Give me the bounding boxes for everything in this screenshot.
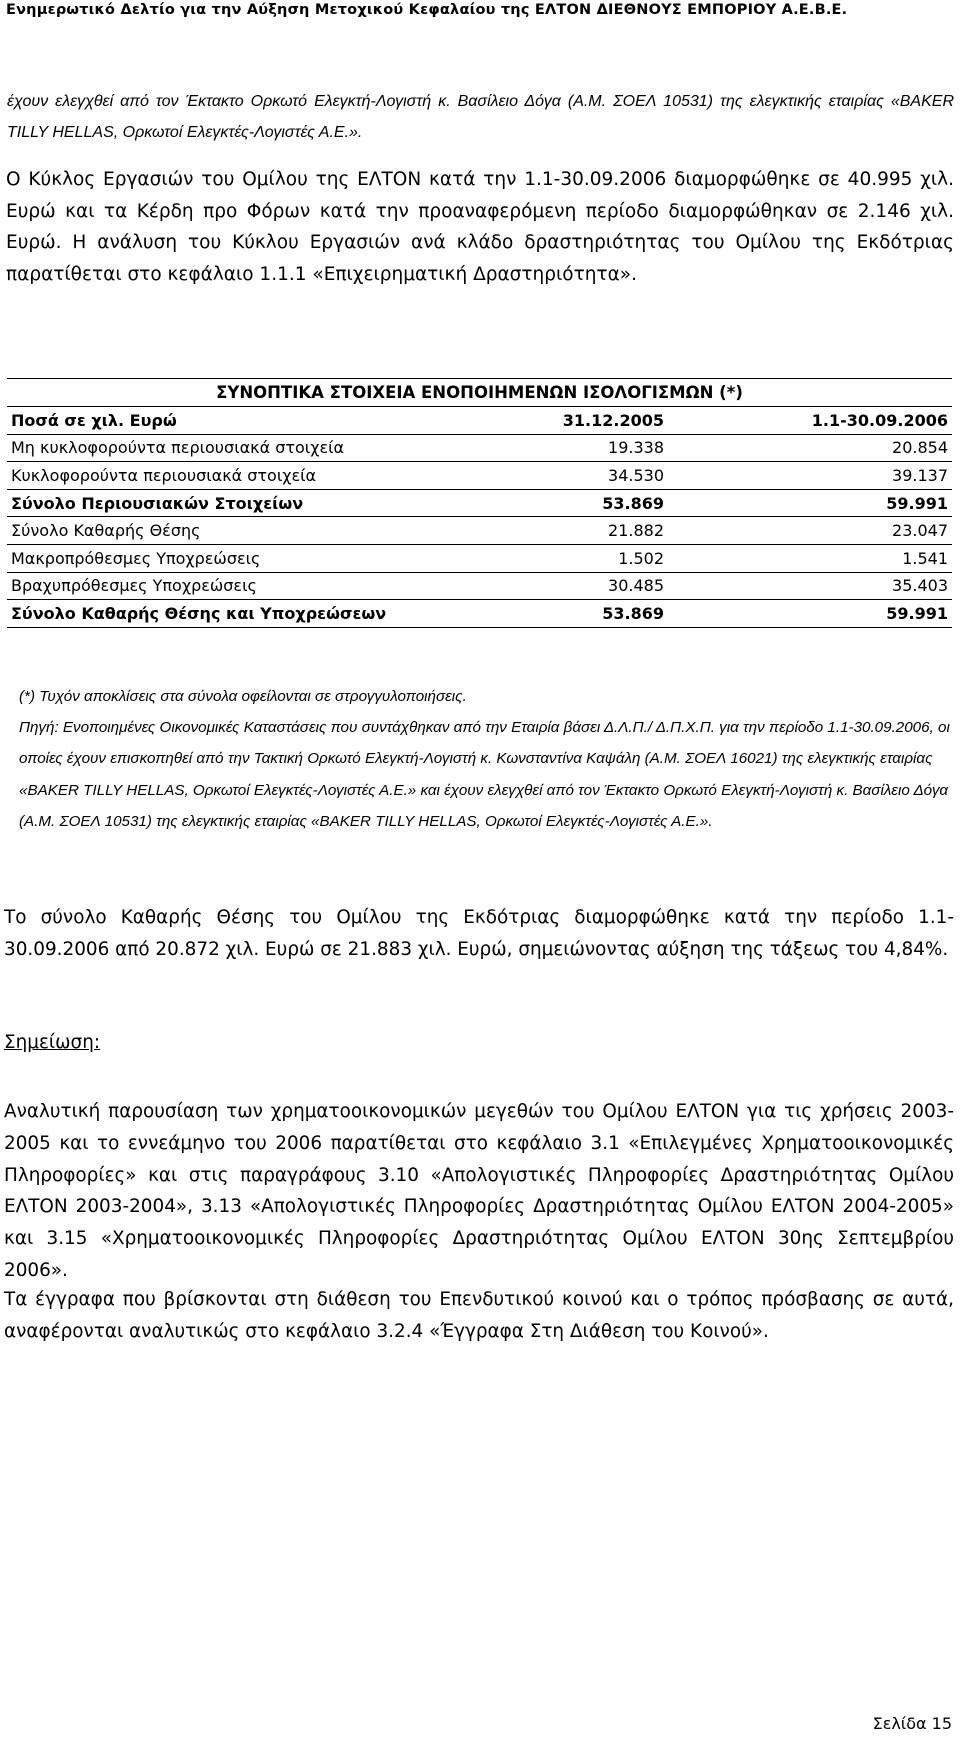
table-row <box>7 517 952 545</box>
row-value-2006: 39.137 <box>668 462 952 490</box>
row-label: Κυκλοφορούντα περιουσιακά στοιχεία <box>7 462 535 490</box>
row-value-2005: 53.869 <box>535 600 668 628</box>
header-amounts-label: Ποσά σε χιλ. Ευρώ <box>7 407 535 435</box>
row-label: Βραχυπρόθεσμες Υποχρεώσεις <box>7 572 535 600</box>
row-value-2005: 21.882 <box>535 517 668 545</box>
table-row <box>7 462 952 490</box>
row-value-2005: 19.338 <box>535 434 668 462</box>
table-title-row <box>7 379 952 407</box>
row-value-2005: 1.502 <box>535 544 668 572</box>
table-title: ΣΥΝΟΠΤΙΚΑ ΣΤΟΙΧΕΙΑ ΕΝΟΠΟΙΗΜΕΝΩΝ ΙΣΟΛΟΓΙΣΜΩΝ (*) <box>7 379 952 407</box>
row-value-2005: 53.869 <box>535 489 668 517</box>
row-label: Σύνολο Καθαρής Θέσης <box>7 517 535 545</box>
source-footnote: Πηγή: Ενοποιημένες Οικονομικές Καταστάσεις που συντάχθηκαν από την Εταιρία βάσει Δ.Λ.Π./ Δ.Π.Χ.Π. για την περίοδο 1.1-30.09.2006, οι οποίες έχουν επισκοπηθεί από την Τακτική Ορκωτό Ελεγκτή-Λογιστή κ. Κωνσταντίνα Καψάλη (Α.Μ. ΣΟΕΛ 16021) της ελεγκτικής εταιρίας «BAKER TILLY HELLAS, Ορκωτοί Ελεγκτές-Λογιστές Α.Ε.» και έχουν ελεγχθεί από τον Έκτακτο Ορκωτό Ελεγκτή-Λογιστή κ. Βασίλειο Δόγα (Α.Μ. ΣΟΕΛ 10531) της ελεγκτικής εταιρίας «BAKER TILLY HELLAS, Ορκωτοί Ελεγκτές-Λογιστές Α.Ε.». <box>19 719 950 830</box>
page-number: Σελίδα 15 <box>872 1714 952 1733</box>
table-row-total <box>7 489 952 517</box>
intro-italic-paragraph: έχουν ελεγχθεί από τον Έκτακτο Ορκωτό Ελεγκτή-Λογιστή κ. Βασίλειο Δόγα (Α.Μ. ΣΟΕΛ 10531) της ελεγκτικής εταιρίας «BAKER TILLY HELLAS, Ορκωτοί Ελεγκτές-Λογιστές Α.Ε.». <box>7 93 954 141</box>
row-value-2006: 35.403 <box>668 572 952 600</box>
table-row <box>7 544 952 572</box>
row-value-2005: 30.485 <box>535 572 668 600</box>
row-value-2006: 59.991 <box>668 600 952 628</box>
header-2006: 1.1-30.09.2006 <box>668 407 952 435</box>
documents-paragraph: Τα έγγραφα που βρίσκονται στη διάθεση του Επενδυτικού κοινού και ο τρόπος πρόσβασης σε αυτά, αναφέρονται αναλυτικώς στο κεφάλαιο 3.2.4 «Έγγραφα Στη Διάθεση του Κοινού». <box>4 1289 954 1342</box>
note-label: Σημείωση: <box>4 1032 101 1053</box>
note-paragraph: Αναλυτική παρουσίαση των χρηματοοικονομικών μεγεθών του Ομίλου ΕΛΤΟΝ για τις χρήσεις 2003-2005 και το εννεάμηνο του 2006 παρατίθεται στο κεφάλαιο 3.1 «Επιλεγμένες Χρηματοοικονομικές Πληροφορίες» και στις παραγράφους 3.10 «Απολογιστικές Πληροφορίες Δραστηριότητας Ομίλου ΕΛΤΟΝ 2003-2004», 3.13 «Απολογιστικές Πληροφορίες Δραστηριότητας Ομίλου ΕΛΤΟΝ 2004-2005» και 3.15 «Χρηματοοικονομικές Πληροφορίες Δραστηριότητας Ομίλου ΕΛΤΟΝ 30ης Σεπτεμβρίου 2006». <box>4 1101 954 1281</box>
table-header-row <box>7 407 952 435</box>
row-value-2005: 34.530 <box>535 462 668 490</box>
row-label: Σύνολο Περιουσιακών Στοιχείων <box>7 489 535 517</box>
equity-paragraph: Το σύνολο Καθαρής Θέσης του Ομίλου της Εκδότριας διαμορφώθηκε κατά την περίοδο 1.1-30.09.2006 από 20.872 χιλ. Ευρώ σε 21.883 χιλ. Ευρώ, σημειώνοντας αύξηση της τάξεως του 4,84%. <box>4 907 954 960</box>
row-label: Μακροπρόθεσμες Υποχρεώσεις <box>7 544 535 572</box>
table-row <box>7 434 952 462</box>
revenue-paragraph: Ο Κύκλος Εργασιών του Ομίλου της ΕΛΤΟΝ κατά την 1.1-30.09.2006 διαμορφώθηκε σε 40.995 χιλ. Ευρώ και τα Κέρδη προ Φόρων κατά την προαναφερόμενη περίοδο διαμορφώθηκαν σε 2.146 χιλ. Ευρώ. Η ανάλυση του Κύκλου Εργασιών ανά κλάδο δραστηριότητας του Ομίλου της Εκδότριας παρατίθεται στο κεφάλαιο 1.1.1 «Επιχειρηματική Δραστηριότητα». <box>6 169 954 285</box>
row-value-2006: 20.854 <box>668 434 952 462</box>
document-header: Ενημερωτικό Δελτίο για την Αύξηση Μετοχικού Κεφαλαίου της ΕΛΤΟΝ ΔΙΕΘΝΟΥΣ ΕΜΠΟΡΙΟΥ Α.Ε.Β.Ε. <box>6 2 848 18</box>
table-row <box>7 572 952 600</box>
header-2005: 31.12.2005 <box>535 407 668 435</box>
row-value-2006: 1.541 <box>668 544 952 572</box>
row-value-2006: 23.047 <box>668 517 952 545</box>
row-value-2006: 59.991 <box>668 489 952 517</box>
table-row-total <box>7 600 952 628</box>
table-footnotes <box>19 681 954 837</box>
row-label: Σύνολο Καθαρής Θέσης και Υποχρεώσεων <box>7 600 535 628</box>
rounding-footnote: (*) Τυχόν αποκλίσεις στα σύνολα οφείλονται σε στρογγυλοποιήσεις. <box>19 688 467 705</box>
balance-sheet-summary-table <box>7 378 952 628</box>
row-label: Μη κυκλοφορούντα περιουσιακά στοιχεία <box>7 434 535 462</box>
